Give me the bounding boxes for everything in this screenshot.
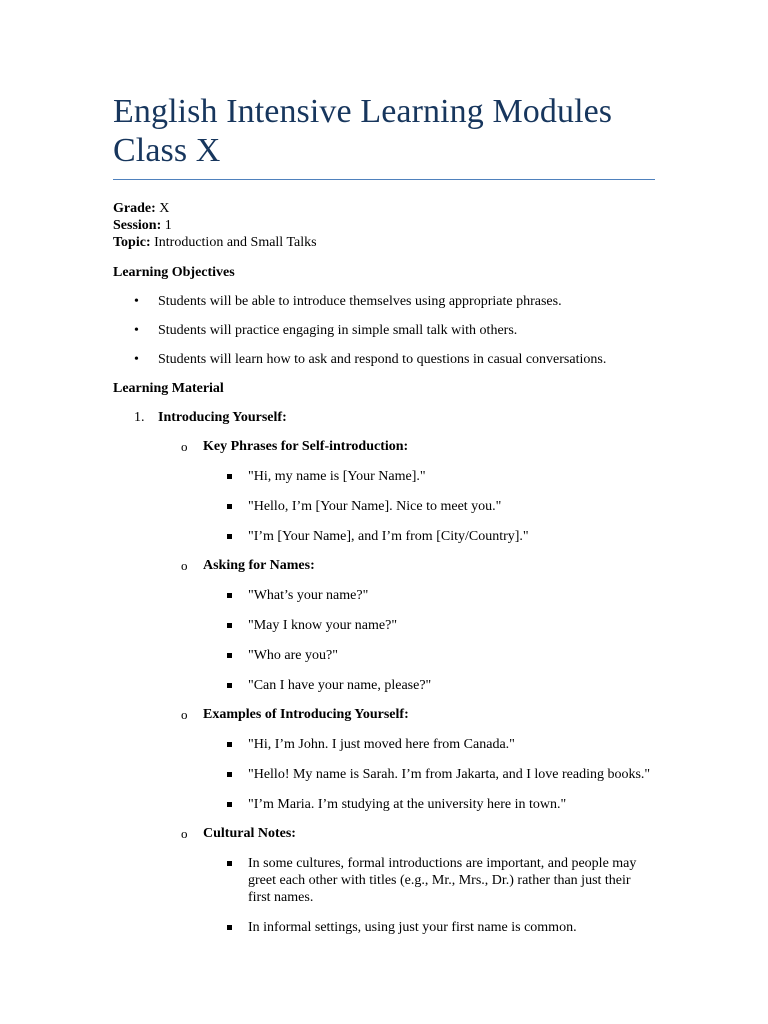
circle-bullet-icon: o [181, 707, 188, 722]
subsection-heading-text: Asking for Names: [203, 558, 315, 573]
phrase-text: "Hi, my name is [Your Name]." [248, 469, 426, 484]
bullet-dot-icon: • [134, 352, 139, 367]
topic-line [113, 234, 655, 251]
note-item [113, 855, 655, 906]
title-line-2: Class X [113, 132, 221, 169]
phrase-text: "Hi, I’m John. I just moved here from Canada." [248, 737, 515, 752]
objective-text: Students will learn how to ask and respond to questions in casual conversations. [158, 352, 607, 367]
phrase-text: "I’m Maria. I’m studying at the university here in town." [248, 797, 567, 812]
square-bullet-icon [227, 742, 232, 747]
note-text: In informal settings, using just your first name is common. [248, 920, 577, 935]
phrase-item [113, 766, 655, 783]
grade-line [113, 200, 655, 217]
phrase-text: "Hello, I’m [Your Name]. Nice to meet you." [248, 499, 502, 514]
objectives-heading: Learning Objectives [113, 265, 235, 280]
phrase-text: "I’m [Your Name], and I’m from [City/Country]." [248, 529, 529, 544]
grade-label: Grade: [113, 201, 156, 216]
phrase-item [113, 617, 655, 634]
topic-value: Introduction and Small Talks [150, 235, 317, 250]
phrase-item [113, 677, 655, 694]
subsection-heading-text: Key Phrases for Self-introduction: [203, 439, 409, 454]
square-bullet-icon [227, 653, 232, 658]
phrase-item [113, 796, 655, 813]
objective-text: Students will be able to introduce themselves using appropriate phrases. [158, 294, 562, 309]
phrase-item [113, 528, 655, 545]
session-line [113, 217, 655, 234]
square-bullet-icon [227, 925, 232, 930]
square-bullet-icon [227, 593, 232, 598]
note-item [113, 919, 655, 936]
item-number: 1. [134, 410, 145, 425]
subsection-heading-text: Examples of Introducing Yourself: [203, 707, 409, 722]
note-text: In some cultures, formal introductions are important, and people may greet each other with titles (e.g., Mr., Mrs., Dr.) rather than just their first names. [248, 856, 637, 905]
phrase-text: "Hello! My name is Sarah. I’m from Jakarta, and I love reading books." [248, 767, 651, 782]
phrase-item [113, 736, 655, 753]
subsection-heading [113, 438, 655, 455]
square-bullet-icon [227, 623, 232, 628]
phrase-item [113, 647, 655, 664]
grade-value: X [155, 201, 170, 216]
material-heading: Learning Material [113, 381, 224, 396]
phrase-item [113, 468, 655, 485]
square-bullet-icon [227, 504, 232, 509]
title-underline [113, 179, 655, 180]
material-item-heading: Introducing Yourself: [158, 410, 287, 425]
circle-bullet-icon: o [181, 558, 188, 573]
subsection-heading-text: Cultural Notes: [203, 826, 296, 841]
objective-item [113, 322, 655, 339]
circle-bullet-icon: o [181, 826, 188, 841]
phrase-text: "Can I have your name, please?" [248, 678, 432, 693]
title-line-1: English Intensive Learning Modules [113, 93, 613, 130]
square-bullet-icon [227, 772, 232, 777]
session-label: Session: [113, 218, 162, 233]
square-bullet-icon [227, 474, 232, 479]
subsection-heading [113, 706, 655, 723]
objective-item [113, 293, 655, 310]
phrase-item [113, 498, 655, 515]
circle-bullet-icon: o [181, 439, 188, 454]
subsection-heading [113, 825, 655, 842]
square-bullet-icon [227, 802, 232, 807]
square-bullet-icon [227, 534, 232, 539]
objectives-list [113, 293, 655, 368]
square-bullet-icon [227, 861, 232, 866]
phrase-text: "What’s your name?" [248, 588, 369, 603]
phrase-item [113, 587, 655, 604]
square-bullet-icon [227, 683, 232, 688]
objective-text: Students will practice engaging in simple small talk with others. [158, 323, 518, 338]
topic-label: Topic: [113, 235, 151, 250]
subsection-heading [113, 557, 655, 574]
lesson-meta [113, 200, 655, 251]
material-item-1 [113, 409, 655, 426]
session-value: 1 [161, 218, 172, 233]
document-title [113, 92, 655, 170]
phrase-text: "Who are you?" [248, 648, 338, 663]
objective-item [113, 351, 655, 368]
bullet-dot-icon: • [134, 323, 139, 338]
document-page [113, 92, 655, 936]
bullet-dot-icon: • [134, 294, 139, 309]
phrase-text: "May I know your name?" [248, 618, 398, 633]
